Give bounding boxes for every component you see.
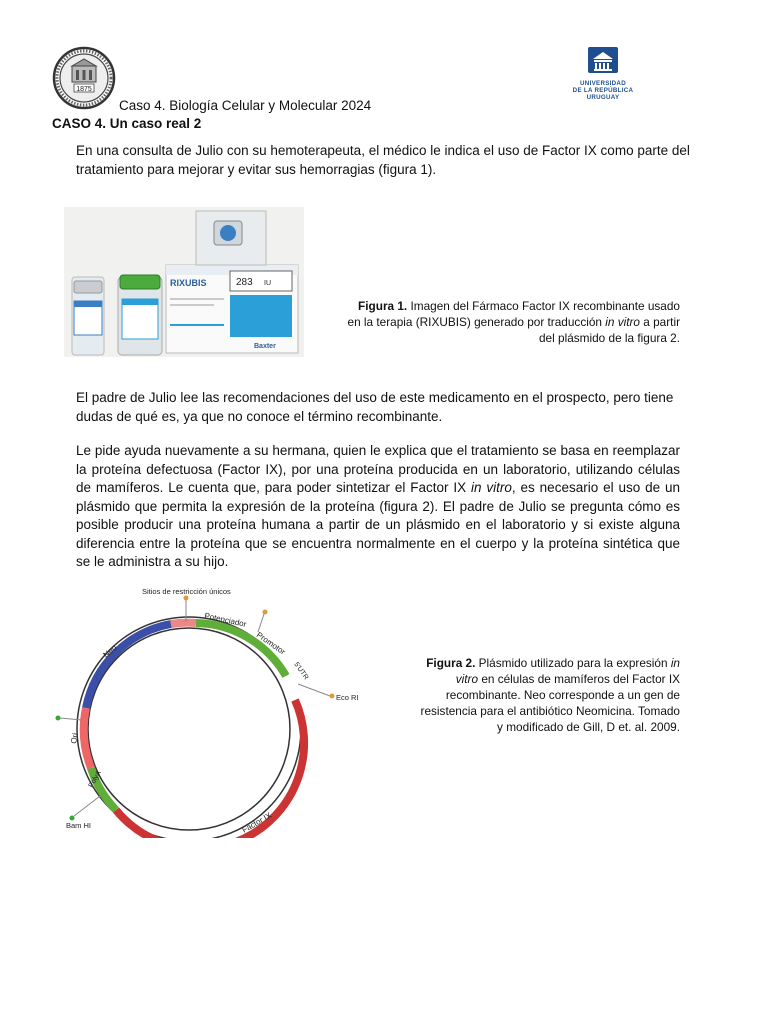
figure-1-text-a: Imagen del Fármaco Factor IX recombinante usado en la terapia (RIXUBIS) generado por traducción [347, 299, 680, 329]
paragraph-1: En una consulta de Julio con su hemoterapeuta, el médico le indica el uso de Factor IX como parte del tratamiento para mejorar y evitar sus hemorragias (figura 1). [76, 143, 690, 177]
figure-1-italic: in vitro [605, 315, 640, 329]
paragraph-3-part-b: , es necesario el uso de un plásmido que permita la expresión de la proteína (figura 2). El padre de Julio se pregunta cómo es posible producir una proteína humana a partir de un plásmido en el laboratorio y si existe alguna diferencia entre la proteína que se encuentra normalmente en el cuerpo y la proteína sintética que se le administra a su hijo. [76, 480, 680, 569]
paragraph-3 [76, 442, 680, 572]
ori-segment [84, 708, 91, 768]
restriction-sites-title: Sitios de restricción únicos [142, 587, 231, 596]
paragraph-3-part-a: Le pide ayuda nuevamente a su hermana, quien le explica que el tratamiento se basa en reemplazar la proteína defectuosa (Factor IX), por una proteína producida en un laboratorio, utilizando células de mamíferos. Le cuenta que, para poder sintetizar el Factor IX [76, 443, 680, 495]
figure-1-label: Figura 1. [358, 299, 408, 313]
photo-dose: 283 [236, 277, 253, 288]
paragraph-3-italic: in vitro [471, 480, 512, 495]
case-title: CASO 4. Un caso real 2 [52, 116, 202, 131]
photo-product-name: RIXUBIS [170, 278, 207, 288]
university-seal-logo [52, 46, 116, 110]
photo-brand: Baxter [254, 343, 276, 350]
bamhi-site-marker [70, 816, 75, 821]
ecori-label: Eco RI [336, 693, 359, 702]
paragraph-2: El padre de Julio lee las recomendaciones del uso de este medicamento en el prospecto, pero tiene dudas de qué es, ya que no conoce el término recombinante. [76, 390, 674, 424]
utr5-segment [286, 676, 295, 700]
udelar-line-1: UNIVERSIDAD [580, 80, 626, 87]
factor-ix-label: Factor IX [240, 810, 274, 835]
figure-1-text-b: a partir del plásmido de la figura 2. [539, 315, 680, 345]
restriction-segment [171, 623, 196, 624]
promotor-label: Promotor [254, 630, 287, 657]
photo-dose-unit: IU [264, 280, 271, 287]
neo-label: Neo [101, 643, 119, 660]
seal-year: 1875 [76, 86, 92, 93]
restriction-site-marker [263, 610, 268, 615]
restriction-site-marker [184, 596, 189, 601]
figure-2-text-a: Plásmido utilizado para la expresión [475, 656, 671, 670]
bamhi-label: Bam HI [66, 821, 92, 830]
potenciador-label: Potenciador [203, 611, 248, 629]
udelar-line-2: DE LA REPÚBLICA [572, 87, 634, 94]
course-header: Caso 4. Biología Celular y Molecular 2024 [119, 98, 372, 113]
figure-2-caption [418, 655, 680, 735]
ori-label: Ori [69, 732, 80, 745]
udelar-line-3: URUGUAY [586, 94, 620, 101]
udelar-emblem-icon [586, 45, 620, 75]
neo-segment [86, 624, 171, 708]
rixubis-product-photo [64, 207, 304, 357]
ecori-site-marker [330, 694, 335, 699]
figure-2-label: Figura 2. [426, 656, 476, 670]
plasmid-inner-circle [88, 628, 290, 830]
figure-1-caption [346, 298, 680, 346]
figure-2-italic: in vitro [455, 656, 680, 686]
udelar-logo [572, 45, 634, 105]
polya-label: PolyA [87, 769, 103, 789]
utr5-label: 5'UTR [292, 661, 310, 682]
factor-ix-segment [116, 700, 304, 838]
plasmid-diagram [46, 578, 426, 838]
figure-2-text-b: en células de mamíferos del Factor IX recombinante. Neo corresponde a un gen de resistencia para el antibiótico Neomicina. Tomado y modificado de Gill, D et. al. 2009. [420, 672, 680, 734]
restriction-site-marker [56, 716, 61, 721]
